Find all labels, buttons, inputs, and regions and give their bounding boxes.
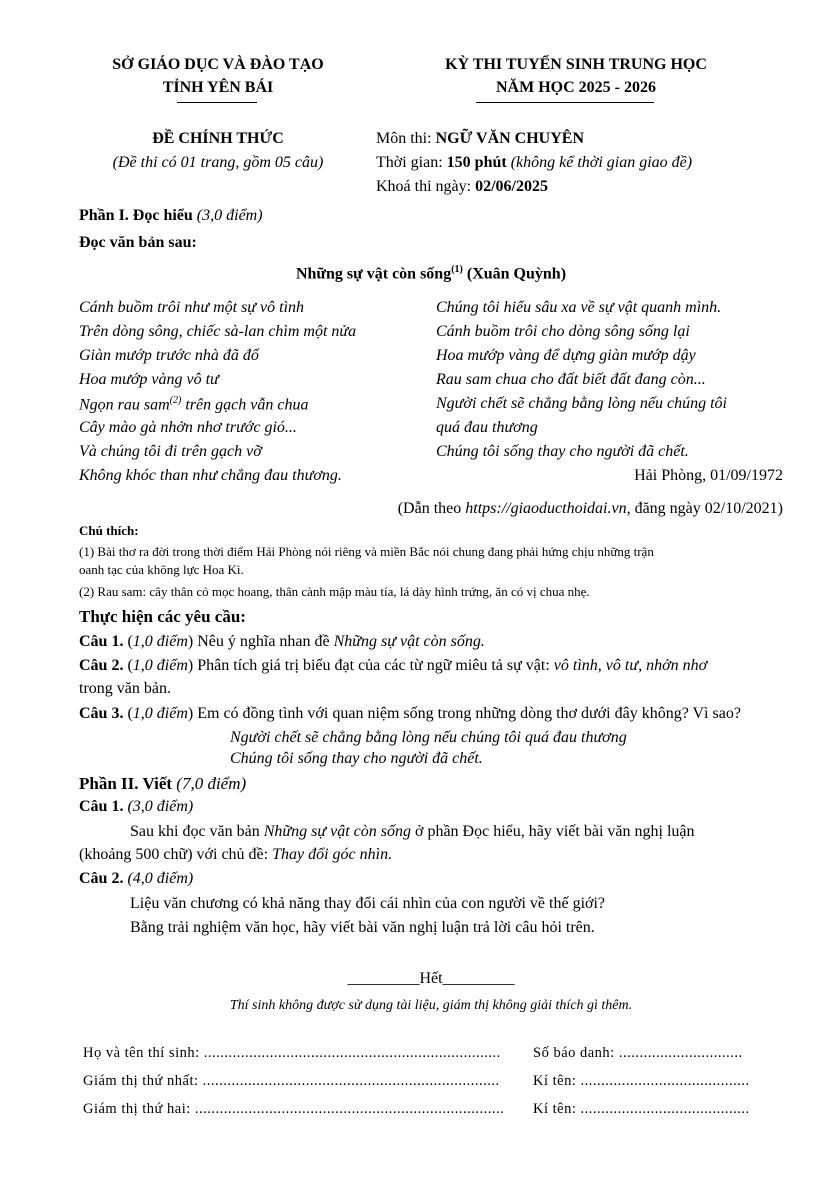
end-marker: _________Hết_________ bbox=[347, 970, 515, 987]
poem-left-line: Không khóc than như chẳng đau thương. bbox=[79, 467, 342, 484]
poem-right-line: Chúng tôi sống thay cho người đã chết. bbox=[436, 443, 689, 460]
poem-right-line: Người chết sẽ chẳng bằng lòng nếu chúng tôi bbox=[436, 395, 727, 412]
poem-left-line: Trên dòng sông, chiếc sà-lan chìm một nửa bbox=[79, 323, 357, 340]
note-2: (2) Rau sam: cây thân cỏ mọc hoang, thân cành mập màu tía, lá dày hình trứng, ăn có vị chua nhẹ. bbox=[79, 584, 590, 599]
exam-name: KỲ THI TUYỂN SINH TRUNG HỌC bbox=[445, 56, 707, 73]
official-label: ĐỀ CHÍNH THỨC bbox=[152, 130, 284, 147]
question-1: Câu 1. (1,0 điểm) Nêu ý nghĩa nhan đề Những sự vật còn sống. bbox=[79, 633, 485, 650]
proctor-2-field: Giám thị thứ hai: ........................................................................... bbox=[83, 1101, 505, 1117]
tasks-title: Thực hiện các yêu cầu: bbox=[79, 607, 246, 626]
proctor-1-signature: Kí tên: ......................................... bbox=[533, 1073, 750, 1089]
exam-year: NĂM HỌC 2025 - 2026 bbox=[496, 79, 656, 96]
poem-title: Những sự vật còn sống$^{(1)}$ (Xuân Quỳnh) bbox=[295, 264, 567, 283]
part2-question-2-line: Liệu văn chương có khả năng thay đổi cái nhìn của con người về thế giới? bbox=[130, 895, 606, 912]
poem-left-line: Cây mào gà nhởn nhơ trước gió... bbox=[79, 419, 297, 436]
poem-left-line: Ngọn rau sam$^{(2)}$ trên gạch vẫn chua bbox=[79, 395, 309, 414]
part2-question-1-text: Sau khi đọc văn bản Những sự vật còn sống ở phần Đọc hiểu, hãy viết bài văn nghị luận bbox=[130, 823, 695, 840]
part1-heading: Phần I. Đọc hiểu (3,0 điểm) bbox=[79, 207, 263, 224]
question-2-cont: trong văn bản. bbox=[79, 680, 171, 697]
poem-right-line: Rau sam chua cho đất biết đất đang còn... bbox=[436, 371, 706, 388]
note-1-cont: oanh tạc của không lực Hoa Kì. bbox=[79, 562, 244, 577]
subject-line: Môn thi: NGỮ VĂN CHUYÊN bbox=[376, 130, 585, 147]
poem-right-line: Cánh buồm trôi cho dòng sông sống lại bbox=[436, 323, 690, 340]
note-1: (1) Bài thơ ra đời trong thời điểm Hải Phòng nói riêng và miền Bắc nói chung đang phải hứng chịu những trận bbox=[79, 544, 654, 559]
notes-title: Chú thích: bbox=[79, 523, 139, 538]
candidate-name-field: Họ và tên thí sinh: ........................................................................ bbox=[83, 1045, 501, 1061]
question-2: Câu 2. (1,0 điểm) Phân tích giá trị biểu đạt của các từ ngữ miêu tả sự vật: vô tình, vô tư, nhởn nhơ bbox=[79, 657, 708, 674]
part2-heading: Phần II. Viết (7,0 điểm) bbox=[79, 774, 247, 793]
part2-question-2-line: Bằng trải nghiệm văn học, hãy viết bài văn nghị luận trả lời câu hỏi trên. bbox=[130, 919, 595, 936]
poem-right-line: Hoa mướp vàng để dựng giàn mướp dậy bbox=[436, 347, 696, 364]
read-instruction: Đọc văn bản sau: bbox=[79, 234, 197, 251]
poem-place-date: Hải Phòng, 01/09/1972 bbox=[634, 467, 783, 484]
exam-underline bbox=[476, 102, 654, 103]
question-3-quote: Chúng tôi sống thay cho người đã chết. bbox=[230, 750, 483, 767]
poem-left-line: Giàn mướp trước nhà đã đổ bbox=[79, 347, 259, 364]
part2-question-2: Câu 2. (4,0 điểm) bbox=[79, 870, 194, 887]
time-line: Thời gian: 150 phút (không kể thời gian giao đề) bbox=[376, 154, 693, 171]
part2-question-1: Câu 1. (3,0 điểm) bbox=[79, 798, 194, 815]
proctor-2-signature: Kí tên: ......................................... bbox=[533, 1101, 750, 1117]
candidate-number-field: Số báo danh: .............................. bbox=[533, 1045, 743, 1061]
poem-left-line: Cánh buồm trôi như một sự vô tình bbox=[79, 299, 305, 316]
poem-right-line: quá đau thương bbox=[436, 419, 538, 436]
poem-source: (Dẫn theo https://giaoducthoidai.vn, đăng ngày 02/10/2021) bbox=[397, 500, 783, 517]
proctor-1-field: Giám thị thứ nhất: ........................................................................ bbox=[83, 1073, 500, 1089]
org-name: SỞ GIÁO DỤC VÀ ĐÀO TẠO bbox=[112, 56, 324, 73]
org-underline bbox=[177, 102, 257, 103]
date-line: Khoá thi ngày: 02/06/2025 bbox=[376, 178, 548, 195]
question-3: Câu 3. (1,0 điểm) Em có đồng tình với quan niệm sống trong những dòng thơ dưới đây không? Vì sao? bbox=[79, 705, 741, 722]
exam-footnote: Thí sinh không được sử dụng tài liệu, giám thị không giải thích gì thêm. bbox=[229, 998, 633, 1013]
part2-question-1-text-cont: (khoảng 500 chữ) với chủ đề: Thay đổi góc nhìn. bbox=[79, 846, 393, 863]
official-note: (Đề thi có 01 trang, gồm 05 câu) bbox=[112, 154, 324, 171]
question-3-quote: Người chết sẽ chẳng bằng lòng nếu chúng tôi quá đau thương bbox=[230, 729, 627, 746]
poem-right-line: Chúng tôi hiểu sâu xa về sự vật quanh mình. bbox=[436, 299, 722, 316]
org-province: TỈNH YÊN BÁI bbox=[162, 79, 274, 96]
poem-left-line: Hoa mướp vàng vô tư bbox=[79, 371, 219, 388]
poem-left-line: Và chúng tôi đi trên gạch vỡ bbox=[79, 443, 262, 460]
